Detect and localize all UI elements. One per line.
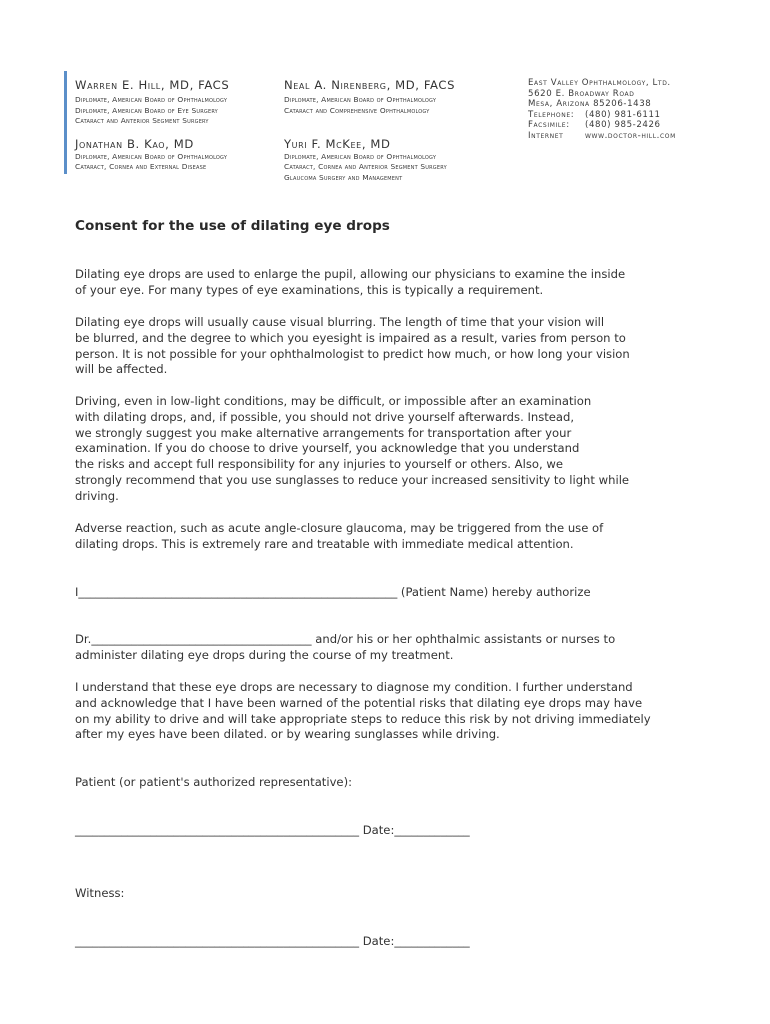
physician-credential: Cataract and Anterior Segment Surgery <box>75 116 209 125</box>
paragraph-adverse-reaction <box>75 521 685 553</box>
paragraph-line: Dilating eye drops will usually cause visual blurring. The length of time that your vision will <box>75 315 605 329</box>
physician-credential: Cataract, Cornea and Anterior Segment Surgery <box>284 162 447 171</box>
office-city: Mesa, Arizona 85206-1438 <box>528 99 652 110</box>
letterhead-accent-bar <box>64 71 67 174</box>
internet-label: Internet <box>528 130 564 141</box>
paragraph-line: person. It is not possible for your ophthalmologist to predict how much, or how long your vision <box>75 346 630 361</box>
paragraph-line: on my ability to drive and will take appropriate steps to reduce this risk by not driving immediately <box>75 711 651 726</box>
patient-name-authorization-line[interactable]: I_______________________________________________________ (Patient Name) hereby authorize <box>75 585 591 599</box>
document-title: Consent for the use of dilating eye drops <box>75 218 390 234</box>
paragraph-line: I understand that these eye drops are necessary to diagnose my condition. I further understand <box>75 680 633 694</box>
paragraph-line: strongly recommend that you use sunglasses to reduce your increased sensitivity to light while <box>75 472 630 487</box>
witness-signature-date-line[interactable]: _________________________________________________ Date:_____________ <box>75 934 470 948</box>
physician-credential: Diplomate, American Board of Ophthalmology <box>75 95 228 104</box>
paragraph-line: with dilating drops, and, if possible, you should not drive yourself afterwards. Instead, <box>75 409 575 424</box>
facsimile-number: (480) 985-2426 <box>585 120 661 131</box>
physician-name: Neal A. Nirenberg, MD, FACS <box>284 78 456 92</box>
physician-credential: Diplomate, American Board of Ophthalmology <box>75 151 228 161</box>
telephone-number: (480) 981-6111 <box>585 109 661 120</box>
physician-credential: Cataract, Cornea and External Disease <box>75 162 207 171</box>
paragraph-line: the risks and accept full responsibility for any injuries to yourself or others. Also, we <box>75 457 563 472</box>
office-street: 5620 E. Broadway Road <box>528 88 635 99</box>
paragraph-blurring <box>75 315 685 378</box>
paragraph-line: Dilating eye drops are used to enlarge the pupil, allowing our physicians to examine the inside <box>75 267 626 281</box>
paragraph-line: will be affected. <box>75 362 168 377</box>
patient-signature-date-line[interactable]: _________________________________________________ Date:_____________ <box>75 823 470 837</box>
paragraph-line: Driving, even in low-light conditions, may be difficult, or impossible after an examination <box>75 394 592 408</box>
physician-credential: Diplomate, American Board of Ophthalmology <box>284 95 437 104</box>
paragraph-line: after my eyes have been dilated. or by wearing sunglasses while driving. <box>75 727 500 742</box>
paragraph-line: Adverse reaction, such as acute angle-closure glaucoma, may be triggered from the use of <box>75 521 604 535</box>
office-name: East Valley Ophthalmology, Ltd. <box>528 78 671 88</box>
paragraph-acknowledgement <box>75 680 685 743</box>
patient-signature-label: Patient (or patient's authorized representative): <box>75 775 352 789</box>
office-internet-row <box>528 131 743 142</box>
paragraph-line: examination. If you do choose to drive yourself, you acknowledge that you understand <box>75 441 580 456</box>
paragraph-doctor-authorization <box>75 632 685 664</box>
office-telephone-row <box>528 110 743 121</box>
paragraph-line: and acknowledge that I have been warned of the potential risks that dilating eye drops may have <box>75 695 643 710</box>
paragraph-line: we strongly suggest you make alternative arrangements for transportation after your <box>75 425 572 440</box>
doctor-name-line[interactable]: Dr.______________________________________ and/or his or her ophthalmic assistants or nurses to <box>75 632 616 646</box>
office-address-block <box>528 78 743 142</box>
physician-credential: Diplomate, American Board of Eye Surgery <box>75 105 218 115</box>
paragraph-driving <box>75 394 685 505</box>
paragraph-line: be blurred, and the degree to which you eyesight is impaired as a result, varies from person to <box>75 330 626 345</box>
physician-credential: Glaucoma Surgery and Management <box>284 172 403 182</box>
paragraph-line: administer dilating eye drops during the course of my treatment. <box>75 647 454 662</box>
physician-name: Warren E. Hill, MD, FACS <box>75 78 230 92</box>
paragraph-line: dilating drops. This is extremely rare and treatable with immediate medical attention. <box>75 536 574 551</box>
witness-signature-label: Witness: <box>75 886 125 900</box>
office-facsimile-row <box>528 120 743 131</box>
website-link[interactable]: www.doctor-hill.com <box>585 130 676 141</box>
physician-credential: Diplomate, American Board of Ophthalmology <box>284 151 437 161</box>
paragraph-line: of your eye. For many types of eye examinations, this is typically a requirement. <box>75 282 544 297</box>
physician-name: Jonathan B. Kao, MD <box>75 136 194 151</box>
facsimile-label: Facsimile: <box>528 120 570 131</box>
paragraph-line: driving. <box>75 488 119 503</box>
physician-name: Yuri F. McKee, MD <box>284 136 391 151</box>
physician-column-left <box>75 78 275 173</box>
physician-column-middle <box>284 78 519 183</box>
telephone-label: Telephone: <box>528 109 575 120</box>
physician-credential: Cataract and Comprehensive Ophthalmology <box>284 105 430 115</box>
paragraph-purpose <box>75 267 685 299</box>
